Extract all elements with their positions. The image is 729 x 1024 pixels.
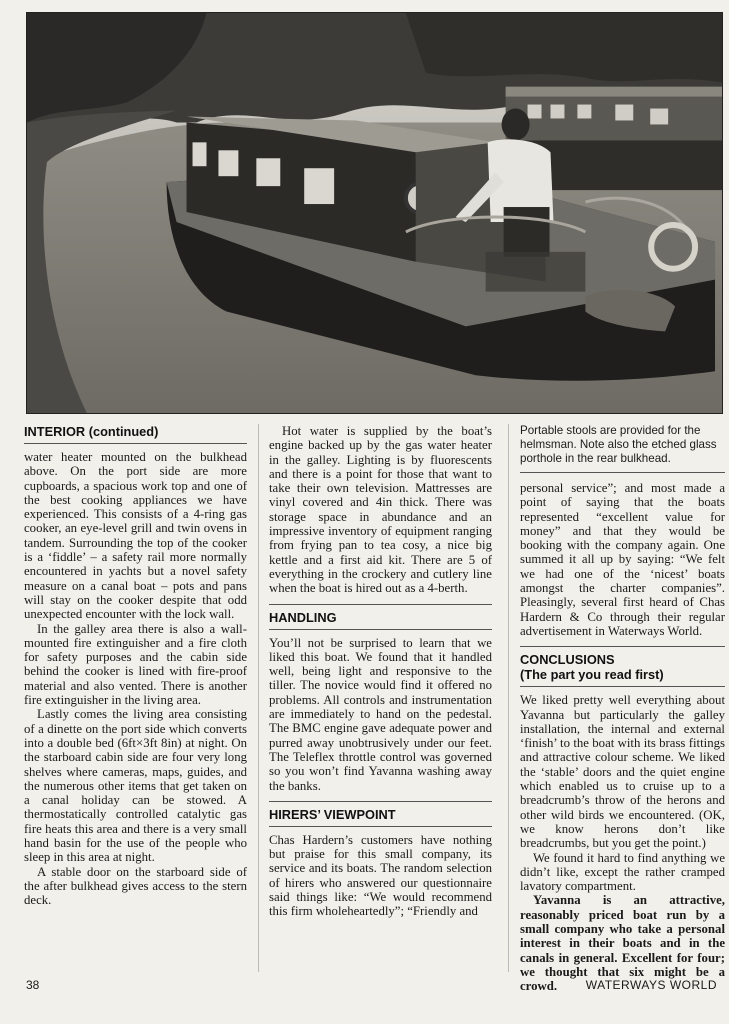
column-3 bbox=[520, 424, 725, 994]
page-number: 38 bbox=[26, 978, 40, 992]
magazine-title: WATERWAYS WORLD bbox=[585, 978, 717, 992]
paragraph: Yavanna is an attractive, reasonably priced boat run by a small company who take a personal interest in their boats and in the canals in general. Excellent for four; we thought that six might be a crowd. bbox=[520, 893, 725, 994]
hirers-viewpoint-heading: HIRERS’ VIEWPOINT bbox=[269, 801, 492, 827]
paragraph: A stable door on the starboard side of the after bulkhead gives access to the stern deck. bbox=[24, 864, 247, 908]
conclusions-heading bbox=[520, 646, 725, 687]
interior-heading: INTERIOR (continued) bbox=[24, 424, 247, 444]
paragraph: You’ll not be surprised to learn that we liked this boat. We found that it handled well, being light and responsive to the tiller. The novice would find it offered no problems. All controls and instrumentation are immediately to hand on the pedestal. The BMC engine gave adequate power and purred away unobtrusively under our feet. The Teleflex throttle control was governed so you won’t find Yavanna washing away the banks. bbox=[269, 635, 492, 793]
photo-caption: Portable stools are provided for the helmsman. Note also the etched glass porthole in the rear bulkhead. bbox=[520, 424, 725, 473]
paragraph: We found it hard to find anything we didn’t like, except the rather cramped lavatory compartment. bbox=[520, 850, 725, 894]
paragraph: personal service”; and most made a point of saying that the boats represented “excellent value for money” and that they would be booking with the company again. One summed it all up by saying: “We felt we had one of the ‘nicest’ boats amongst the charter companies”. Pleasingly, several first heard of Chas Hardern & Co through their regular advertisement in Waterways World. bbox=[520, 481, 725, 638]
paragraph: We liked pretty well everything about Yavanna but particularly the galley installation, the internal and external ‘finish’ to the boat with its brass fittings and attractive colour scheme. We liked the ‘stable’ doors and the quiet engine which enabled us to cruise up to a breadcrumb’s throw of the herons and other wild birds we encountered. (OK, we know herons don’t like breadcrumbs, but you get the point.) bbox=[520, 693, 725, 851]
handling-heading: HANDLING bbox=[269, 604, 492, 630]
paragraph: Lastly comes the living area consisting of a dinette on the port side which converts into a double bed (6ft×3ft 8in) at night. On the starboard cabin side are four very long shelves where cameras, maps, guides, and the numerous other items that get taken on a canal holiday can be stowed. A thermostatically controlled catalytic gas fire heats this area and there is a very small hand basin for the use of the people who sleep in this area at night. bbox=[24, 707, 247, 865]
paragraph: Hot water is supplied by the boat’s engine backed up by the gas water heater in the galley. Lighting is by fluorescents and there is a point for those that want to take their own television. Mattresses are vinyl covered and 4in thick. There was storage space in abundance and an impressive inventory of equipment ranging from frying pan to tea cosy, a nice big kettle and a first aid kit. There are 5 of everything in the crockery and cutlery line when the boat is hired out as a 4-berth. bbox=[269, 424, 492, 596]
column-1 bbox=[24, 424, 247, 908]
narrowboat-photo bbox=[26, 12, 723, 414]
conclusions-title: CONCLUSIONS bbox=[520, 652, 615, 668]
paragraph: In the galley area there is also a wall-mounted fire extinguisher and a fire cloth for safety purposes and the cabin side behind the cooker is lined with fire-proof material and also vented. There is another fire extinguisher in the living area. bbox=[24, 621, 247, 708]
column-divider bbox=[258, 424, 259, 972]
conclusions-subtitle: (The part you read first) bbox=[520, 667, 664, 683]
column-divider bbox=[508, 424, 509, 972]
paragraph: water heater mounted on the bulkhead above. On the port side are more cupboards, a spacious work top and one of the best cooking appliances we have experienced. This consists of a 4-ring gas cooker, an eye-level grill and twin ovens in tandem. Surrounding the top of the cooker is a ‘fiddle’ – a safety rail more normally encountered in yachts but a novel safety measure on a canal boat – pots and pans will stay on the cooker despite that odd unexpected encounter with the lock wall. bbox=[24, 450, 247, 622]
paragraph: Chas Hardern’s customers have nothing but praise for this small company, its service and its boats. The random selection of hirers who answered our questionnaire said things like: “We would recommend this firm wholeheartedly”; “Friendly and bbox=[269, 832, 492, 919]
photo-illustration bbox=[27, 13, 722, 413]
column-2 bbox=[269, 424, 492, 919]
